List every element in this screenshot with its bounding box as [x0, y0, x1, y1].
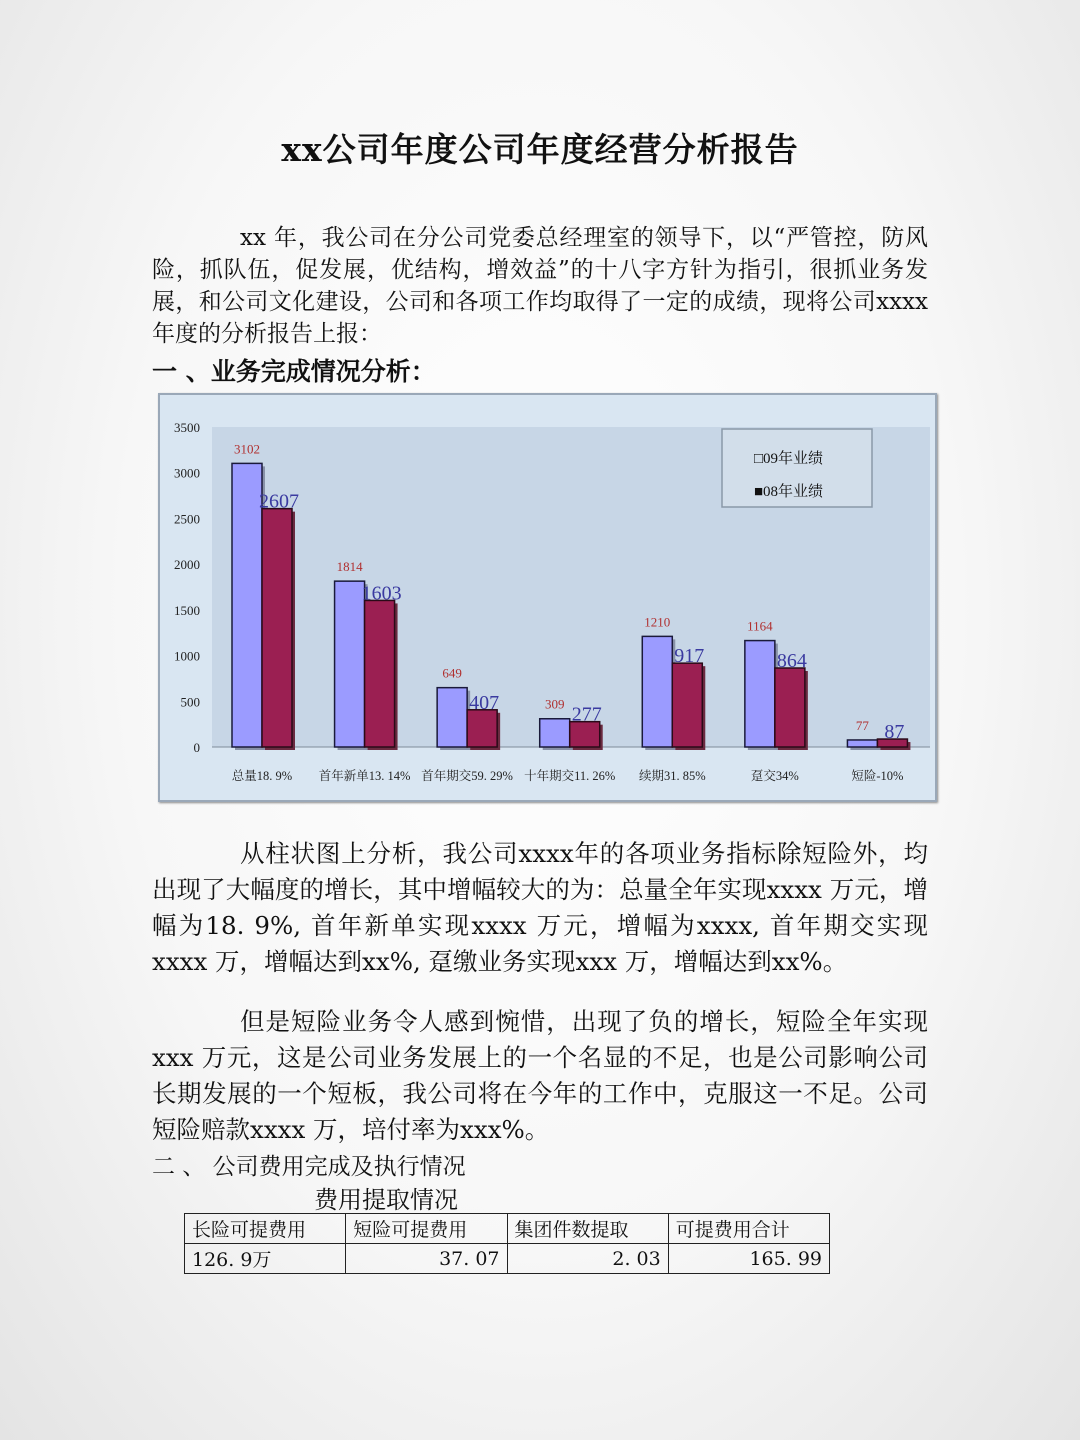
bar-08	[262, 509, 292, 747]
data-label-08: 1603	[361, 582, 402, 605]
x-category-label: 续期31. 85%	[638, 769, 706, 783]
y-tick-label: 3500	[174, 420, 200, 435]
data-label-08: 917	[674, 645, 705, 668]
bar-08	[672, 663, 702, 747]
y-tick-label: 2000	[174, 557, 200, 573]
page-title: xx公司年度公司年度经营分析报告	[281, 130, 799, 169]
bar-chart	[158, 393, 937, 802]
bar-09	[847, 740, 877, 747]
x-category-label: 总量18. 9%	[231, 769, 293, 783]
section-heading-business: 一 、业务完成情况分析：	[152, 357, 436, 386]
bar-09	[540, 719, 570, 747]
fee-table-header-row	[185, 1214, 830, 1244]
y-tick-label: 0	[193, 740, 200, 755]
fee-table-cell: 126. 9万	[185, 1244, 346, 1274]
data-label-08: 87	[884, 721, 905, 744]
fee-table-cell: 2. 03	[507, 1244, 668, 1274]
fee-table-header: 可提费用合计	[668, 1214, 829, 1244]
fee-table-caption: 费用提取情况	[314, 1186, 458, 1214]
fee-table-row	[185, 1244, 830, 1274]
data-label-09: 1210	[644, 614, 671, 630]
data-label-09: 1164	[747, 618, 773, 634]
fee-table-header: 长险可提费用	[185, 1214, 346, 1244]
bar-08	[365, 600, 395, 747]
data-label-09: 77	[855, 717, 869, 733]
fee-table-cell: 165. 99	[668, 1244, 829, 1274]
chart-svg	[160, 395, 935, 800]
x-category-label: 短险-10%	[851, 769, 904, 783]
fee-table	[184, 1213, 830, 1274]
x-category-label: 首年新单13. 14%	[318, 769, 411, 783]
y-tick-label: 2500	[174, 511, 200, 527]
analysis-paragraph-1: 从柱状图上分析，我公司xxxx年的各项业务指标除短险外，均出现了大幅度的增长，其中增幅较大的为：总量全年实现xxxx 万元，增幅为18. 9%, 首年新单实现xxxx 万元，增幅为xxxx, 首年期交实现xxxx 万，增幅达到xx%, 趸缴业务实现xxx 万，增幅达到xx%。	[152, 839, 928, 976]
data-label-08: 864	[776, 650, 807, 673]
x-category-label: 首年期交59. 29%	[421, 769, 513, 783]
bar-09	[642, 636, 672, 747]
data-label-09: 3102	[234, 441, 260, 457]
fee-table-header: 集团件数提取	[507, 1214, 668, 1244]
y-tick-label: 500	[180, 694, 200, 710]
data-label-09: 649	[442, 665, 462, 681]
legend-item-09: □09年业绩	[754, 451, 824, 467]
analysis-paragraph-2: 但是短险业务令人感到惋惜，出现了负的增长，短险全年实现xxx 万元，这是公司业务发展上的一个名显的不足，也是公司影响公司长期发展的一个短板，我公司将在今年的工作中，克服这一不足。公司短险赔款xxxx 万，培付率为xxx%。	[152, 1007, 928, 1144]
x-category-label: 十年期交11. 26%	[524, 769, 616, 783]
y-tick-label: 3000	[174, 465, 200, 481]
bar-09	[745, 641, 775, 747]
data-label-08: 407	[469, 691, 500, 714]
fee-table-cell: 37. 07	[346, 1244, 507, 1274]
section-heading-fees: 二 、 公司费用完成及执行情况	[152, 1154, 466, 1180]
data-label-09: 309	[544, 696, 565, 712]
fee-table-header: 短险可提费用	[346, 1214, 507, 1244]
data-label-09: 1814	[336, 559, 363, 575]
y-tick-label: 1000	[174, 648, 200, 664]
bar-09	[232, 463, 262, 747]
bar-09	[437, 688, 467, 747]
data-label-08: 277	[571, 703, 602, 726]
legend-item-08: ■08年业绩	[754, 484, 824, 500]
x-category-label: 趸交34%	[750, 769, 799, 783]
data-label-08: 2607	[259, 490, 299, 513]
bar-08	[775, 668, 805, 747]
intro-paragraph: xx 年，我公司在分公司党委总经理室的领导下，以“严管控，防风险，抓队伍，促发展，优结构，增效益”的十八字方针为指引，很抓业务发展，和公司文化建设，公司和各项工作均取得了一定的成绩，现将公司xxxx 年度的分析报告上报：	[152, 225, 928, 347]
y-tick-label: 1500	[174, 602, 200, 618]
bar-09	[335, 581, 365, 747]
bar-08	[467, 710, 497, 747]
